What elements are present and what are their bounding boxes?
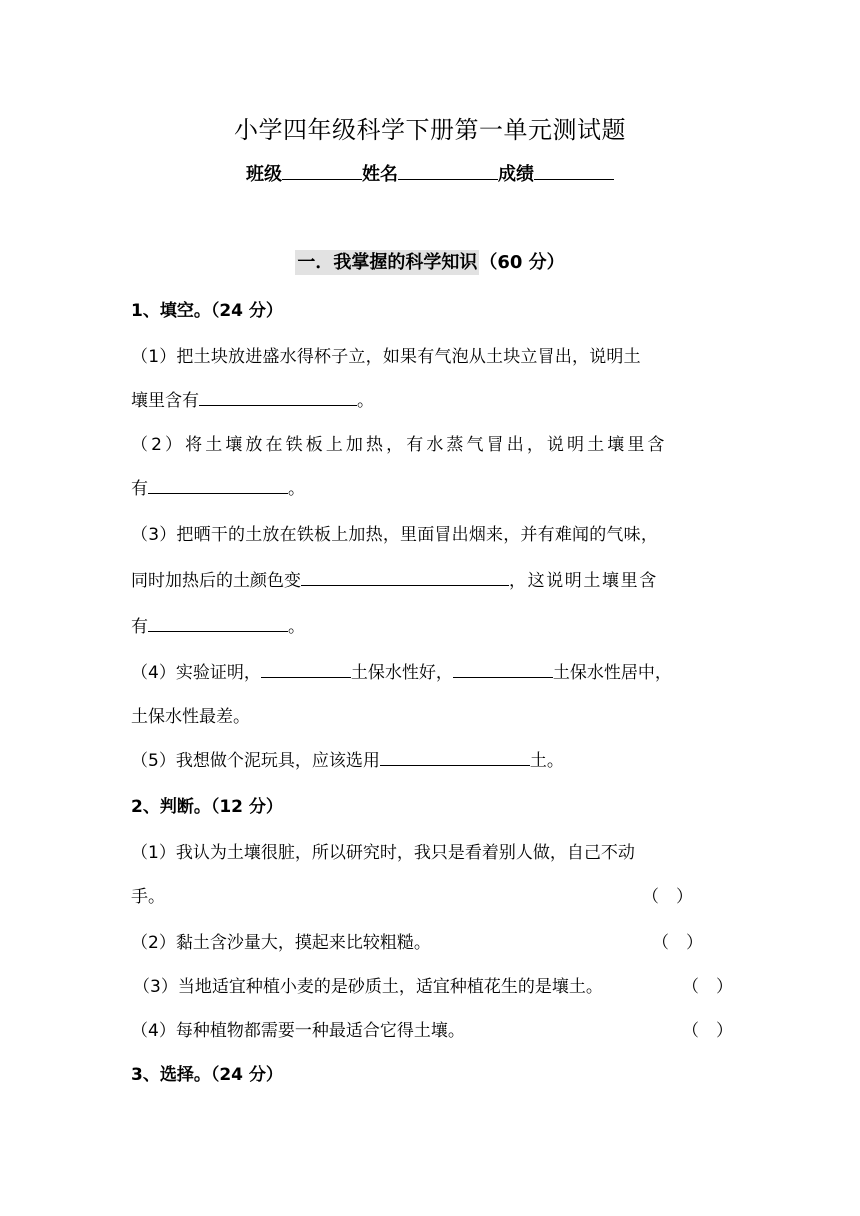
question-2-heading: 2、判断。（12 分） bbox=[131, 797, 283, 817]
q1-item-5-text: （5）我想做个泥玩具，应该选用 bbox=[131, 751, 380, 771]
q1-item-3-text-3: 有 bbox=[131, 617, 148, 637]
q1-item-2-end: 。 bbox=[288, 479, 305, 499]
student-info-line bbox=[0, 160, 860, 186]
q1-item-4-blank-1[interactable] bbox=[261, 660, 351, 678]
q1-item-4-line-2: 土保水性最差。 bbox=[131, 707, 250, 727]
q1-item-5-end: 土。 bbox=[529, 751, 564, 771]
q1-item-4-text-1: （4）实验证明， bbox=[131, 663, 261, 683]
q1-item-1-text: 壤里含有 bbox=[131, 391, 199, 411]
q2-item-3-answer-paren[interactable]: （ ） bbox=[682, 977, 733, 997]
question-1-heading: 1、填空。（24 分） bbox=[131, 301, 283, 321]
q2-item-4-line: （4）每种植物都需要一种最适合它得土壤。 bbox=[131, 1021, 465, 1041]
q2-item-2-line: （2）黏土含沙量大，摸起来比较粗糙。 bbox=[131, 933, 431, 953]
class-blank[interactable] bbox=[282, 161, 362, 180]
section-heading bbox=[0, 248, 860, 274]
q1-item-3-blank-2[interactable] bbox=[148, 614, 288, 632]
q1-item-3-end: 。 bbox=[288, 617, 305, 637]
q1-item-3-text-2: ，这说明土壤里含 bbox=[509, 571, 658, 591]
q2-item-3-line: （3）当地适宜种植小麦的是砂质土，适宜种植花生的是壤土。 bbox=[133, 977, 603, 997]
q1-item-4-line-1 bbox=[131, 658, 731, 683]
q1-item-2-text: 有 bbox=[131, 479, 148, 499]
score-label: 成绩 bbox=[498, 164, 534, 185]
page-title: 小学四年级科学下册第一单元测试题 bbox=[234, 116, 626, 144]
q1-item-4-text-2: 土保水性好， bbox=[350, 663, 453, 683]
score-blank[interactable] bbox=[534, 161, 614, 180]
q1-item-3-line-2 bbox=[131, 566, 731, 591]
q1-item-1-line-2 bbox=[131, 386, 731, 411]
q1-item-2-blank[interactable] bbox=[148, 476, 288, 494]
q1-item-5-line bbox=[131, 746, 731, 771]
q1-item-1-blank[interactable] bbox=[199, 388, 357, 406]
q1-item-3-line-3 bbox=[131, 612, 731, 637]
q1-item-1-line-1: （1）把土块放进盛水得杯子立，如果有气泡从土块立冒出，说明土 bbox=[131, 347, 641, 367]
q1-item-2-line-1: （2）将土壤放在铁板上加热，有水蒸气冒出，说明土壤里含 bbox=[131, 435, 668, 455]
q1-item-2-line-2 bbox=[131, 474, 731, 499]
q2-item-2-answer-paren[interactable]: （ ） bbox=[652, 933, 703, 953]
name-label: 姓名 bbox=[362, 164, 398, 185]
q1-item-4-text-3: 土保水性居中， bbox=[552, 663, 672, 683]
q1-item-3-text: 同时加热后的土颜色变 bbox=[131, 571, 301, 591]
q1-item-3-line-1: （3）把晒干的土放在铁板上加热，里面冒出烟来，并有难闻的气味， bbox=[131, 525, 659, 545]
class-label: 班级 bbox=[246, 164, 282, 185]
section-points: （60 分） bbox=[479, 252, 565, 273]
q1-item-5-blank[interactable] bbox=[380, 748, 530, 766]
question-3-heading: 3、选择。（24 分） bbox=[131, 1065, 283, 1085]
q1-item-1-end: 。 bbox=[357, 391, 374, 411]
section-title: 一．我掌握的科学知识 bbox=[297, 252, 478, 273]
name-blank[interactable] bbox=[398, 161, 498, 180]
q2-item-1-answer-paren[interactable]: （ ） bbox=[642, 887, 693, 907]
q1-item-3-blank-1[interactable] bbox=[301, 568, 509, 586]
q2-item-1-line-2: 手。 bbox=[131, 887, 165, 907]
q2-item-1-line-1: （1）我认为土壤很脏，所以研究时，我只是看着别人做，自己不动 bbox=[131, 843, 635, 863]
q1-item-4-blank-2[interactable] bbox=[453, 660, 553, 678]
q2-item-4-answer-paren[interactable]: （ ） bbox=[682, 1021, 733, 1041]
